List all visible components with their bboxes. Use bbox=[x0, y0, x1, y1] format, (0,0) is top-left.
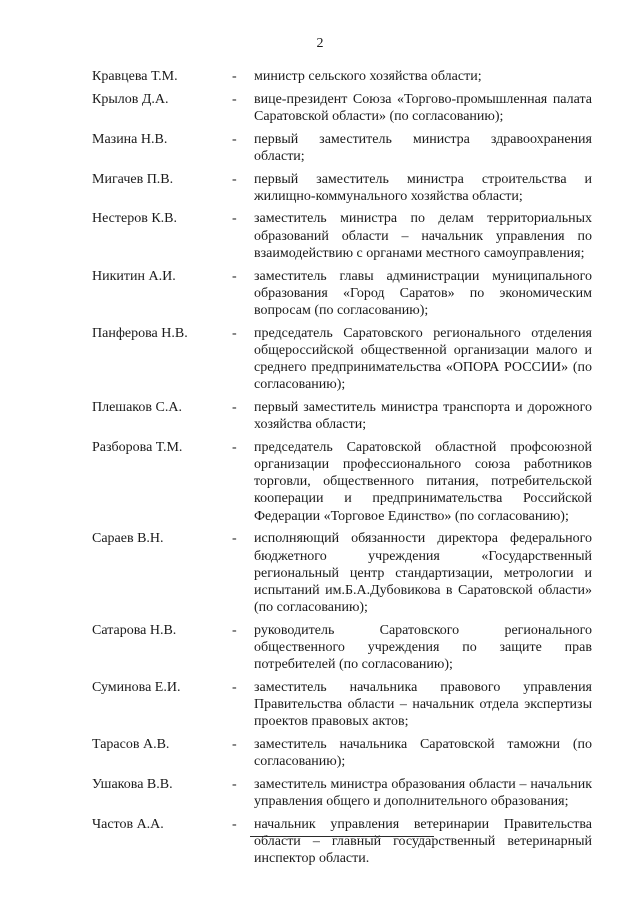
dash-separator: - bbox=[232, 439, 237, 455]
member-name: Плешаков С.А. bbox=[92, 399, 182, 415]
member-name: Сараев В.Н. bbox=[92, 531, 164, 547]
dash-separator: - bbox=[232, 211, 237, 227]
member-name: Суминова Е.И. bbox=[92, 680, 181, 695]
member-name: Сатарова Н.В. bbox=[92, 622, 177, 638]
list-item bbox=[92, 399, 592, 433]
list-item bbox=[92, 131, 592, 165]
member-name: Мигачев П.В. bbox=[92, 171, 174, 187]
closing-rule bbox=[250, 836, 434, 837]
page-number: 2 bbox=[316, 36, 324, 51]
list-item bbox=[92, 268, 592, 320]
member-position: руководитель Саратовского регионального общественного учреждения по защите прав потребителей (по согласованию); bbox=[254, 622, 592, 673]
member-position: первый заместитель министра здравоохранения области; bbox=[254, 131, 592, 164]
dash-separator: - bbox=[232, 816, 237, 832]
member-position: начальник управления ветеринарии Правительства области – главный государственный ветеринарный инспектор области. bbox=[254, 816, 592, 867]
dash-separator: - bbox=[232, 171, 237, 187]
member-name: Никитин А.И. bbox=[92, 268, 176, 284]
member-position: министр сельского хозяйства области; bbox=[254, 69, 482, 84]
member-name: Крылов Д.А. bbox=[92, 91, 169, 107]
list-item bbox=[92, 171, 592, 205]
dash-separator: - bbox=[232, 399, 237, 415]
member-position: председатель Саратовского регионального отделения общероссийской общественной организации малого и среднего предпринимательства «ОПОРА РОССИИ» (по согласованию); bbox=[254, 325, 592, 393]
list-item bbox=[92, 736, 592, 770]
member-position: заместитель начальника Саратовской таможни (по согласованию); bbox=[254, 737, 592, 770]
dash-separator: - bbox=[232, 325, 237, 341]
list-item bbox=[92, 530, 592, 616]
member-name: Тарасов А.В. bbox=[92, 737, 170, 753]
member-position: вице-президент Союза «Торгово-промышленная палата Саратовской области» (по согласованию); bbox=[254, 91, 592, 124]
list-item bbox=[92, 210, 592, 262]
dash-separator: - bbox=[232, 680, 237, 695]
members-list bbox=[92, 68, 592, 873]
list-item bbox=[92, 776, 592, 810]
member-position: заместитель министра образования области – начальник управления общего и дополнительного образования; bbox=[254, 777, 592, 810]
list-item bbox=[92, 91, 592, 125]
member-name: Нестеров К.В. bbox=[92, 211, 178, 227]
member-position: заместитель начальника правового управления Правительства области – начальник отдела экспертизы проектов правовых актов; bbox=[254, 680, 592, 730]
member-position: председатель Саратовской областной профсоюзной организации профессионального союза работников торговли, общественного питания, потребительской кооперации и предпринимательства Российской Федерации «Торговое Единство» (по согласованию); bbox=[254, 439, 592, 524]
member-name: Панферова Н.В. bbox=[92, 325, 188, 341]
member-position: заместитель министра по делам территориальных образований области – начальник управления по взаимодействию с органами местного самоуправления; bbox=[254, 211, 592, 261]
dash-separator: - bbox=[232, 531, 237, 547]
member-position: заместитель главы администрации муниципального образования «Город Саратов» по экономическим вопросам (по согласованию); bbox=[254, 268, 592, 318]
list-item bbox=[92, 325, 592, 394]
dash-separator: - bbox=[232, 268, 237, 284]
dash-separator: - bbox=[232, 622, 237, 638]
list-item bbox=[92, 679, 592, 731]
member-position: первый заместитель министра транспорта и дорожного хозяйства области; bbox=[254, 399, 592, 433]
list-item bbox=[92, 439, 592, 525]
member-name: Мазина Н.В. bbox=[92, 131, 168, 147]
list-item bbox=[92, 816, 592, 868]
member-name: Частов А.А. bbox=[92, 816, 164, 832]
member-position: первый заместитель министра строительства и жилищно-коммунального хозяйства области; bbox=[254, 171, 592, 204]
member-position: исполняющий обязанности директора федерального бюджетного учреждения «Государственный региональный центр стандартизации, метрологии и испытаний им.Б.А.Дубовикова в Саратовской области» (по согласованию); bbox=[254, 531, 592, 616]
list-item bbox=[92, 622, 592, 674]
member-name: Кравцева Т.М. bbox=[92, 69, 178, 84]
member-name: Ушакова В.В. bbox=[92, 777, 173, 793]
dash-separator: - bbox=[232, 91, 237, 107]
member-name: Разборова Т.М. bbox=[92, 439, 183, 455]
dash-separator: - bbox=[232, 131, 237, 147]
list-item bbox=[92, 68, 592, 85]
dash-separator: - bbox=[232, 777, 237, 793]
dash-separator: - bbox=[232, 69, 237, 84]
dash-separator: - bbox=[232, 737, 237, 753]
